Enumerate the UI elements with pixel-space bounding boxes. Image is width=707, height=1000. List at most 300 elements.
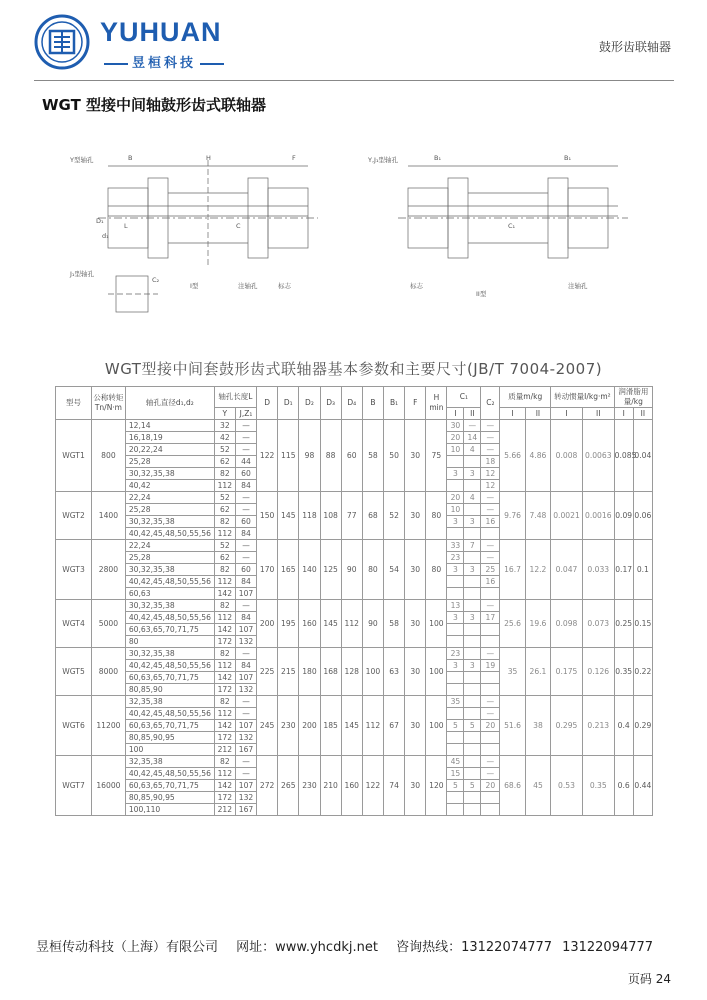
cell-c1-ii: [464, 756, 481, 768]
cell-model: WGT2: [56, 492, 92, 540]
label-f: F: [292, 154, 296, 162]
cell-length-y: 142: [214, 720, 235, 732]
cell-c1-i: [447, 636, 464, 648]
cell-model: WGT6: [56, 696, 92, 756]
cell-c1-ii: 3: [464, 660, 481, 672]
cell-h: 120: [426, 756, 447, 816]
cell-mii: 12.2: [525, 540, 550, 600]
footer-website: 网址：www.yhcdkj.net: [236, 940, 378, 955]
cell-length-jz: —: [235, 492, 256, 504]
footer-company: 昱桓传动科技（上海）有限公司: [36, 940, 219, 955]
th-length: 轴孔长度L: [214, 387, 256, 408]
cell-d: 122: [257, 420, 278, 492]
cell-h: 75: [426, 420, 447, 492]
cell-length-jz: 132: [235, 732, 256, 744]
cell-length-jz: 107: [235, 780, 256, 792]
cell-ii: 0.047: [551, 540, 583, 600]
footer-phone-1: 13122074777: [461, 940, 553, 955]
cell-length-jz: —: [235, 696, 256, 708]
cell-length-jz: 84: [235, 528, 256, 540]
cell-c1-ii: [464, 624, 481, 636]
cell-mi: 9.76: [500, 492, 525, 540]
cell-c1-i: [447, 804, 464, 816]
cell-c2: 25: [481, 564, 500, 576]
cell-bore: 40,42,45,48,50,55,56: [125, 528, 214, 540]
table-row: [56, 756, 653, 768]
cell-d2: 98: [299, 420, 320, 492]
cell-c1-i: 20: [447, 432, 464, 444]
cell-d2: 230: [299, 756, 320, 816]
cell-c2: 19: [481, 660, 500, 672]
cell-c2: —: [481, 708, 500, 720]
cell-c1-ii: [464, 744, 481, 756]
cell-c1-i: 3: [447, 612, 464, 624]
cell-torque: 1400: [91, 492, 125, 540]
label-b1-right: B₁: [564, 154, 572, 162]
th-model: 型号: [56, 387, 92, 420]
cell-c1-ii: [464, 684, 481, 696]
cell-c1-i: [447, 528, 464, 540]
cell-c1-i: 3: [447, 468, 464, 480]
cell-model: WGT5: [56, 648, 92, 696]
cell-b1: 58: [384, 600, 405, 648]
cell-c1-i: [447, 624, 464, 636]
footer-hotline-label: 咨询热线：: [396, 940, 462, 955]
cell-d: 225: [257, 648, 278, 696]
cell-gi: 0.085: [614, 420, 633, 492]
cell-h: 100: [426, 696, 447, 756]
cell-c1-ii: [464, 504, 481, 516]
cell-bore: 32,35,38: [125, 696, 214, 708]
cell-b: 112: [362, 696, 383, 756]
cell-mi: 25.6: [500, 600, 525, 648]
label-type-ii: II型: [476, 290, 487, 298]
cell-c1-ii: [464, 672, 481, 684]
cell-c2: —: [481, 540, 500, 552]
cell-bore: 30,32,35,38: [125, 648, 214, 660]
cell-c2: [481, 636, 500, 648]
cell-c1-i: [447, 588, 464, 600]
cell-length-y: 112: [214, 708, 235, 720]
cell-c2: —: [481, 696, 500, 708]
cell-c1-i: [447, 732, 464, 744]
cell-model: WGT7: [56, 756, 92, 816]
cell-c1-i: 23: [447, 648, 464, 660]
cell-torque: 800: [91, 420, 125, 492]
cell-c1-ii: 5: [464, 720, 481, 732]
cell-length-jz: —: [235, 756, 256, 768]
cell-length-y: 42: [214, 432, 235, 444]
cell-ii: 0.098: [551, 600, 583, 648]
cell-d4: 128: [341, 648, 362, 696]
cell-c2: 12: [481, 468, 500, 480]
cell-c1-i: 20: [447, 492, 464, 504]
cell-ii: 0.0021: [551, 492, 583, 540]
cell-bore: 30,32,35,38: [125, 468, 214, 480]
cell-length-jz: —: [235, 444, 256, 456]
cell-bore: 80,85,90: [125, 684, 214, 696]
cell-bore: 25,28: [125, 552, 214, 564]
cell-c2: 16: [481, 516, 500, 528]
cell-c1-ii: [464, 732, 481, 744]
cell-b: 90: [362, 600, 383, 648]
cell-torque: 2800: [91, 540, 125, 600]
label-yj-hole: Y,J₁型轴孔: [368, 156, 399, 164]
th-mass-i: I: [500, 408, 525, 420]
cell-d: 272: [257, 756, 278, 816]
cell-d1: 165: [278, 540, 299, 600]
cell-b: 80: [362, 540, 383, 600]
cell-bore: 32,35,38: [125, 756, 214, 768]
cell-iii: 0.126: [582, 648, 614, 696]
label-hole-2: 注轴孔: [568, 282, 588, 290]
cell-h: 100: [426, 600, 447, 648]
cell-c1-ii: [464, 480, 481, 492]
cell-mii: 7.48: [525, 492, 550, 540]
cell-c1-i: [447, 480, 464, 492]
cell-length-y: 172: [214, 684, 235, 696]
cell-c2: —: [481, 756, 500, 768]
cell-mi: 16.7: [500, 540, 525, 600]
cell-c1-ii: [464, 576, 481, 588]
cell-length-jz: 60: [235, 564, 256, 576]
cell-d4: 77: [341, 492, 362, 540]
cell-gii: 0.04: [633, 420, 652, 492]
header-row-1: [56, 387, 653, 408]
th-mass: 质量m/kg: [500, 387, 551, 408]
cell-bore: 30,32,35,38: [125, 564, 214, 576]
header-divider: [34, 80, 674, 81]
cell-c1-i: 45: [447, 756, 464, 768]
cell-c2: 18: [481, 456, 500, 468]
cell-d: 170: [257, 540, 278, 600]
cell-model: WGT3: [56, 540, 92, 600]
cell-length-y: 52: [214, 444, 235, 456]
label-l: L: [124, 222, 128, 230]
cell-length-jz: 60: [235, 468, 256, 480]
cell-bore: 40,42,45,48,50,55,56: [125, 768, 214, 780]
page-header: [0, 0, 707, 88]
cell-gii: 0.06: [633, 492, 652, 540]
cell-length-jz: 107: [235, 672, 256, 684]
cell-bore: 80,85,90,95: [125, 792, 214, 804]
cell-bore: 30,32,35,38: [125, 600, 214, 612]
cell-bore: 12,14: [125, 420, 214, 432]
cell-c2: —: [481, 432, 500, 444]
cell-bore: 60,63: [125, 588, 214, 600]
cell-gii: 0.44: [633, 756, 652, 816]
cell-length-jz: —: [235, 600, 256, 612]
cell-d: 150: [257, 492, 278, 540]
cell-bore: 22,24: [125, 540, 214, 552]
cell-c1-i: 10: [447, 504, 464, 516]
cell-c1-i: 5: [447, 720, 464, 732]
cell-length-y: 62: [214, 552, 235, 564]
cell-d3: 125: [320, 540, 341, 600]
cell-bore: 40,42,45,48,50,55,56: [125, 660, 214, 672]
cell-f: 30: [405, 420, 426, 492]
cell-gii: 0.22: [633, 648, 652, 696]
cell-c1-ii: [464, 696, 481, 708]
brand-subtitle: 昱桓科技: [100, 52, 228, 71]
cell-gi: 0.17: [614, 540, 633, 600]
cell-length-y: 112: [214, 768, 235, 780]
cell-d: 200: [257, 600, 278, 648]
cell-length-jz: —: [235, 504, 256, 516]
cell-length-jz: —: [235, 432, 256, 444]
cell-c2: 17: [481, 612, 500, 624]
cell-c2: —: [481, 444, 500, 456]
cell-b: 122: [362, 756, 383, 816]
label-y-hole: Y型轴孔: [70, 156, 94, 164]
cell-c1-ii: 5: [464, 780, 481, 792]
cell-length-y: 212: [214, 744, 235, 756]
cell-c1-ii: [464, 552, 481, 564]
cell-d4: 112: [341, 600, 362, 648]
th-inertia-ii: II: [582, 408, 614, 420]
cell-d4: 60: [341, 420, 362, 492]
table-row: [56, 600, 653, 612]
cell-bore: 30,32,35,38: [125, 516, 214, 528]
cell-model: WGT4: [56, 600, 92, 648]
th-c1-i: I: [447, 408, 464, 420]
table-row: [56, 696, 653, 708]
cell-length-y: 82: [214, 648, 235, 660]
cell-gi: 0.4: [614, 696, 633, 756]
cell-d2: 118: [299, 492, 320, 540]
cell-length-jz: 167: [235, 804, 256, 816]
cell-b: 68: [362, 492, 383, 540]
cell-d4: 90: [341, 540, 362, 600]
cell-gii: 0.29: [633, 696, 652, 756]
cell-c1-i: 3: [447, 660, 464, 672]
cell-c2: 16: [481, 576, 500, 588]
cell-c2: [481, 732, 500, 744]
cell-gii: 0.15: [633, 600, 652, 648]
cell-length-jz: 132: [235, 792, 256, 804]
table-title: WGT型接中间套鼓形齿式联轴器基本参数和主要尺寸(JB/T 7004-2007): [104, 360, 603, 378]
label-type-i: I型: [190, 282, 199, 290]
cell-c1-ii: 3: [464, 564, 481, 576]
cell-c2: [481, 624, 500, 636]
cell-gii: 0.1: [633, 540, 652, 600]
cell-b1: 74: [384, 756, 405, 816]
cell-bore: 22,24: [125, 492, 214, 504]
cell-iii: 0.033: [582, 540, 614, 600]
cell-d: 245: [257, 696, 278, 756]
cell-f: 30: [405, 540, 426, 600]
cell-length-jz: —: [235, 540, 256, 552]
cell-c1-i: [447, 576, 464, 588]
cell-d2: 200: [299, 696, 320, 756]
cell-length-y: 142: [214, 624, 235, 636]
cell-b: 58: [362, 420, 383, 492]
cell-length-jz: 132: [235, 636, 256, 648]
cell-length-jz: 84: [235, 576, 256, 588]
cell-c1-i: 10: [447, 444, 464, 456]
label-c2: C₂: [152, 276, 160, 284]
cell-mii: 38: [525, 696, 550, 756]
cell-length-jz: 84: [235, 612, 256, 624]
cell-mi: 68.6: [500, 756, 525, 816]
cell-bore: 25,28: [125, 456, 214, 468]
cell-c1-i: [447, 684, 464, 696]
cell-d3: 88: [320, 420, 341, 492]
cell-length-jz: 84: [235, 660, 256, 672]
cell-bore: 20,22,24: [125, 444, 214, 456]
cell-length-y: 52: [214, 492, 235, 504]
cell-length-y: 112: [214, 612, 235, 624]
cell-d3: 210: [320, 756, 341, 816]
cell-b1: 67: [384, 696, 405, 756]
cell-c2: 20: [481, 720, 500, 732]
label-b: B: [128, 154, 133, 162]
label-mark-2: 标志: [410, 282, 423, 290]
cell-c2: [481, 684, 500, 696]
cell-bore: 80,85,90,95: [125, 732, 214, 744]
cell-iii: 0.073: [582, 600, 614, 648]
cell-c1-i: 33: [447, 540, 464, 552]
cell-c1-i: [447, 792, 464, 804]
cell-c2: —: [481, 504, 500, 516]
cell-mi: 51.6: [500, 696, 525, 756]
cell-c1-ii: [464, 636, 481, 648]
cell-length-y: 112: [214, 576, 235, 588]
cell-c1-ii: 7: [464, 540, 481, 552]
cell-length-jz: 107: [235, 720, 256, 732]
cell-d4: 145: [341, 696, 362, 756]
cell-length-y: 212: [214, 804, 235, 816]
cell-d1: 145: [278, 492, 299, 540]
cell-f: 30: [405, 600, 426, 648]
th-d4: D₄: [341, 387, 362, 420]
cell-length-y: 112: [214, 528, 235, 540]
cell-c2: 12: [481, 480, 500, 492]
cell-c2: [481, 672, 500, 684]
footer-phone-2: 13122094777: [562, 940, 654, 955]
cell-d2: 160: [299, 600, 320, 648]
cell-c1-ii: 14: [464, 432, 481, 444]
cell-bore: 40,42,45,48,50,55,56: [125, 708, 214, 720]
cell-bore: 60,63,65,70,71,75: [125, 780, 214, 792]
cell-f: 30: [405, 648, 426, 696]
page-number: 页码 24: [627, 972, 671, 986]
cell-c1-i: 35: [447, 696, 464, 708]
th-inertia-i: I: [551, 408, 583, 420]
cell-length-y: 82: [214, 564, 235, 576]
cell-length-jz: —: [235, 648, 256, 660]
cell-c1-i: 5: [447, 780, 464, 792]
cell-b1: 52: [384, 492, 405, 540]
cell-d2: 140: [299, 540, 320, 600]
cell-iii: 0.0063: [582, 420, 614, 492]
cell-d3: 185: [320, 696, 341, 756]
table-row: [56, 540, 653, 552]
th-c1-ii: II: [464, 408, 481, 420]
cell-c2: —: [481, 492, 500, 504]
cell-gi: 0.25: [614, 600, 633, 648]
cell-c1-ii: 4: [464, 492, 481, 504]
cell-iii: 0.213: [582, 696, 614, 756]
cell-c1-i: 30: [447, 420, 464, 432]
th-c1: C₁: [447, 387, 481, 408]
cell-length-y: 112: [214, 480, 235, 492]
cell-c1-ii: 3: [464, 516, 481, 528]
cell-d1: 195: [278, 600, 299, 648]
cell-torque: 8000: [91, 648, 125, 696]
cell-c2: —: [481, 768, 500, 780]
cell-length-jz: —: [235, 420, 256, 432]
cell-iii: 0.35: [582, 756, 614, 816]
cell-ii: 0.53: [551, 756, 583, 816]
cell-length-jz: 107: [235, 624, 256, 636]
cell-length-y: 82: [214, 600, 235, 612]
cell-c1-ii: [464, 588, 481, 600]
cell-d2: 180: [299, 648, 320, 696]
cell-gi: 0.35: [614, 648, 633, 696]
cell-f: 30: [405, 756, 426, 816]
cell-d3: 168: [320, 648, 341, 696]
cell-mii: 4.86: [525, 420, 550, 492]
cell-bore: 40,42: [125, 480, 214, 492]
cell-length-jz: 60: [235, 516, 256, 528]
brand-name: YUHUAN: [100, 17, 222, 47]
cell-c1-i: 13: [447, 600, 464, 612]
cell-f: 30: [405, 696, 426, 756]
cell-mi: 35: [500, 648, 525, 696]
cell-gi: 0.09: [614, 492, 633, 540]
cell-length-y: 32: [214, 420, 235, 432]
label-c: C: [236, 222, 241, 230]
cell-torque: 11200: [91, 696, 125, 756]
label-b1-left: B₁: [434, 154, 442, 162]
table-row: [56, 648, 653, 660]
cell-c1-i: 3: [447, 564, 464, 576]
label-h: H: [206, 154, 211, 162]
page-title: WGT 型接中间轴鼓形齿式联轴器: [42, 96, 267, 114]
th-d2: D₂: [299, 387, 320, 420]
th-grease-i: I: [614, 408, 633, 420]
cell-length-jz: 107: [235, 588, 256, 600]
th-d1: D₁: [278, 387, 299, 420]
cell-c1-ii: [464, 804, 481, 816]
cell-length-y: 142: [214, 672, 235, 684]
cell-d1: 230: [278, 696, 299, 756]
cell-d1: 265: [278, 756, 299, 816]
cell-length-y: 82: [214, 696, 235, 708]
cell-ii: 0.008: [551, 420, 583, 492]
cell-length-y: 142: [214, 780, 235, 792]
cell-bore: 40,42,45,48,50,55,56: [125, 576, 214, 588]
cell-length-y: 82: [214, 756, 235, 768]
th-torque: 公称转矩Tn/N·m: [91, 387, 125, 420]
cell-length-jz: 44: [235, 456, 256, 468]
cell-length-y: 82: [214, 516, 235, 528]
th-d: D: [257, 387, 278, 420]
th-grease-ii: II: [633, 408, 652, 420]
cell-mi: 5.66: [500, 420, 525, 492]
label-d1: D₁: [96, 217, 104, 225]
th-grease: 润滑脂用量/kg: [614, 387, 652, 408]
cell-mii: 26.1: [525, 648, 550, 696]
cell-b1: 63: [384, 648, 405, 696]
section-label: 鼓形齿联轴器: [598, 40, 671, 54]
cell-bore: 16,18,19: [125, 432, 214, 444]
cell-c2: [481, 744, 500, 756]
table-row: [56, 492, 653, 504]
cell-length-y: 112: [214, 660, 235, 672]
cell-length-jz: 167: [235, 744, 256, 756]
